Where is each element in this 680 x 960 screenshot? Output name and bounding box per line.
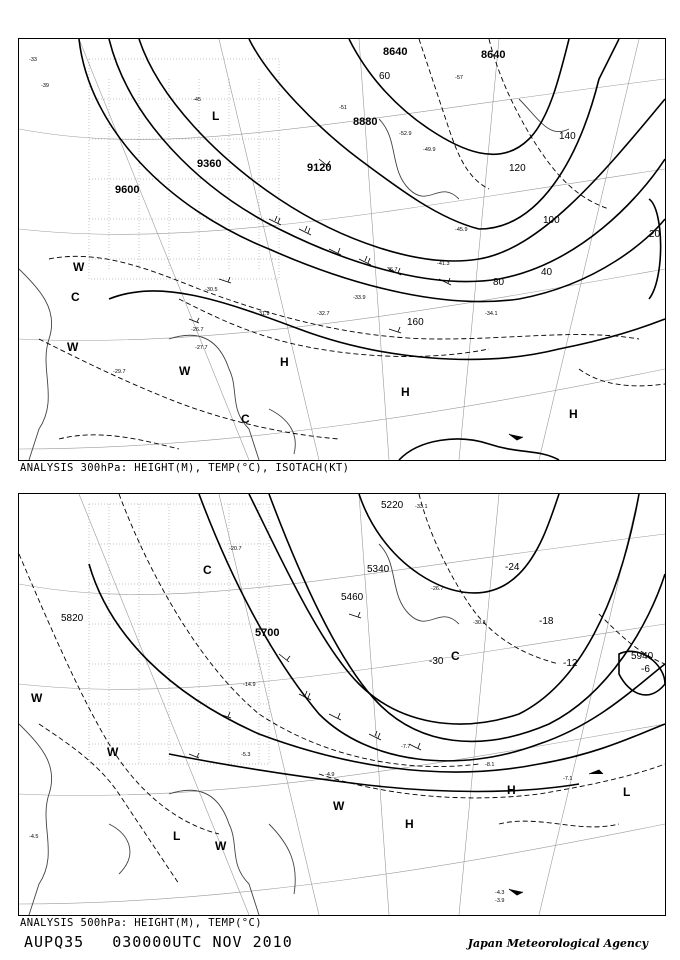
caption-500hpa: ANALYSIS 500hPa: HEIGHT(M), TEMP(°C) — [20, 917, 262, 929]
isotach-label: 120 — [509, 163, 526, 174]
temp-label: -39 — [41, 83, 49, 89]
height-label: 9120 — [307, 162, 332, 174]
temp-label: -34.1 — [485, 311, 498, 317]
high-center: H — [401, 385, 410, 399]
map-500hpa — [18, 493, 666, 916]
cold-center: C — [203, 563, 212, 577]
temp-label: -31.9 — [257, 311, 270, 317]
high-center: H — [405, 817, 414, 831]
high-center: H — [507, 783, 516, 797]
temp-label: -3.9 — [495, 898, 505, 904]
map-500hpa-svg — [19, 494, 665, 915]
temp-label: -33.9 — [353, 295, 366, 301]
warm-center: W — [333, 799, 345, 813]
warm-center: W — [215, 839, 227, 853]
low-center: L — [173, 829, 181, 843]
temp-label: -26.7 — [431, 586, 444, 592]
temp-label: -32.7 — [317, 311, 330, 317]
grid-hatch — [89, 59, 279, 279]
high-center: H — [280, 355, 289, 369]
graticule — [19, 39, 665, 460]
cold-center: C — [451, 649, 460, 663]
isotach-label: 80 — [493, 277, 505, 288]
warm-center: W — [67, 340, 79, 354]
temp-label: -57 — [455, 75, 463, 81]
chart-identifier — [24, 933, 321, 951]
warm-center: W — [73, 260, 85, 274]
temp-label: -18 — [539, 616, 554, 627]
high-center: H — [569, 407, 578, 421]
low-center: L — [212, 109, 220, 123]
isotach-labels — [379, 71, 661, 328]
temp-label: -6 — [641, 664, 650, 675]
height-label: 5460 — [341, 592, 364, 603]
height-label: 8640 — [383, 46, 408, 58]
temp-label: -4.3 — [495, 890, 505, 896]
temp-label: -26.7 — [191, 327, 204, 333]
wind-barbs — [189, 612, 603, 895]
temp-label: -51 — [339, 105, 347, 111]
warm-center: W — [107, 745, 119, 759]
temp-label: -7.1 — [563, 776, 573, 782]
height-labels — [115, 46, 505, 196]
height-label: 9360 — [197, 158, 222, 170]
pressure-centers — [67, 109, 578, 426]
chart-code: AUPQ35 — [24, 933, 85, 951]
height-label: 5220 — [381, 500, 404, 511]
temp-label: -41.3 — [437, 261, 450, 267]
warm-center: W — [179, 364, 191, 378]
temp-label: -8.1 — [485, 762, 495, 768]
pressure-centers — [31, 563, 630, 853]
height-label: 5340 — [367, 564, 390, 575]
temp-label: -45.9 — [455, 227, 468, 233]
isotach-label: 100 — [543, 215, 560, 226]
temp-label: -30.3 — [473, 620, 486, 626]
temp-label: -27.7 — [195, 345, 208, 351]
isotach-label: 20 — [649, 229, 661, 240]
agency-name: Japan Meteorological Agency — [467, 937, 648, 950]
height-label: 9600 — [115, 184, 140, 196]
height-label: 8880 — [353, 116, 378, 128]
graticule — [19, 494, 665, 915]
height-label: 8640 — [481, 49, 506, 61]
height-label: 5700 — [255, 627, 280, 639]
temp-label: -20.7 — [229, 546, 242, 552]
caption-300hpa: ANALYSIS 300hPa: HEIGHT(M), TEMP(°C), ISOTACH(KT) — [20, 462, 350, 474]
temp-label: -5.3 — [241, 752, 251, 758]
temp-label: -14.9 — [243, 682, 256, 688]
temp-label: -33.1 — [415, 504, 428, 510]
temp-label: -36.7 — [385, 267, 398, 273]
temp-label: -30.5 — [205, 287, 218, 293]
temp-label: -49.9 — [423, 147, 436, 153]
temp-label: -12 — [563, 658, 578, 669]
map-300hpa — [18, 38, 666, 461]
temp-label: -52.9 — [399, 131, 412, 137]
coastline — [19, 544, 459, 915]
temp-label: -30 — [429, 656, 444, 667]
temp-label: -24 — [505, 562, 520, 573]
low-center: L — [623, 785, 631, 799]
height-label: 5940 — [631, 651, 654, 662]
isotach-label: 40 — [541, 267, 553, 278]
map-300hpa-svg — [19, 39, 665, 460]
grid-hatch — [89, 504, 269, 764]
cold-center: C — [71, 290, 80, 304]
temp-label: -7.7 — [401, 744, 411, 750]
isotach-label: 140 — [559, 131, 576, 142]
height-contours — [79, 39, 665, 460]
isotach-label: 160 — [407, 317, 424, 328]
height-labels — [61, 500, 654, 662]
isotach-label: 60 — [379, 71, 391, 82]
warm-center: W — [31, 691, 43, 705]
temp-label: -33 — [29, 57, 37, 63]
temp-label: -29.7 — [113, 369, 126, 375]
temp-label: -45 — [193, 97, 201, 103]
temp-label: -4.5 — [29, 834, 39, 840]
height-label: 5820 — [61, 613, 84, 624]
temp-label: -4.9 — [325, 772, 335, 778]
cold-center: C — [241, 412, 250, 426]
valid-time: 030000UTC NOV 2010 — [112, 933, 293, 951]
